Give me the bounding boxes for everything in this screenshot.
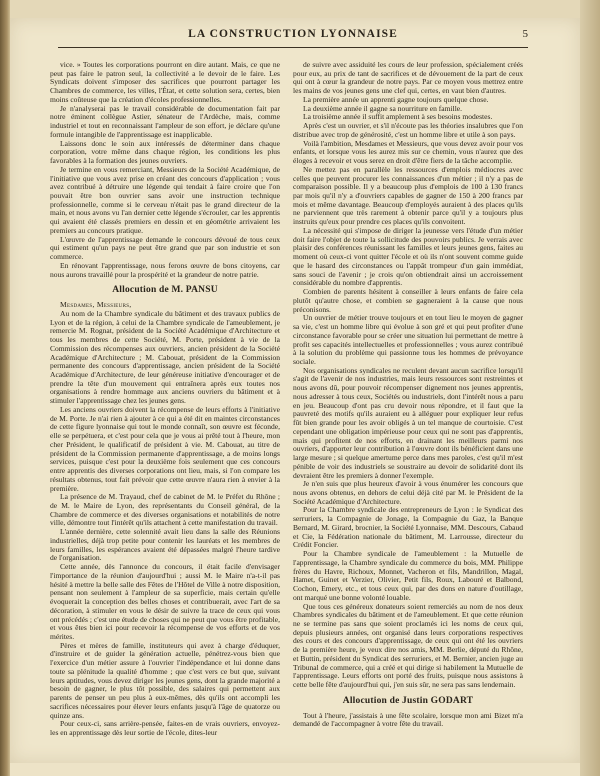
paragraph: La nécessité qui s'impose de diriger la jeunesse vers l'étude d'un métier doit faire l'objet de toute la sollicitude des pouvoirs publics. Je verrais avec plaisir des conférences réunissant les familles et leurs jeunes gens, faites au moment où ceux-ci vont quitter l'école et où ils n'ont souvent comme guide que le hasard des circonstances ou l'appât trompeur d'un gain immédiat, sans souci de l'avenir ; je crois qu'on obtiendrait ainsi un accroissement considérable du nombre d'apprentis. [293, 225, 523, 288]
right-column [293, 61, 523, 761]
paragraph: Après c'est un ouvrier, et s'il n'écoute pas les théories insalubres que l'on distribue avec trop de générosité, c'est un homme libre et utile à son pays. [293, 121, 523, 139]
paragraph: La présence de M. Trayaud, chef de cabinet de M. le Préfet du Rhône ; de M. le Maire de Lyon, des représentants du Conseil général, de la Chambre de commerce et des diverses organisations et notabilités de notre ville, démontre tout l'intérêt qu'ils attachent à cette manifestation du travail. [50, 492, 280, 528]
paragraph: Pour la Chambre syndicale des entrepreneurs de Lyon : le Syndicat des serruriers, la Compagnie de Jonage, la Compagnie du Gaz, la Banque Bernard, M. Girard, brocnier, la Société Lyonnaise, MM. Descours, Cabaud et Cie, la Fédération nationale du bâtiment, M. Larrousse, directeur du Crédit Foncier. [293, 505, 523, 550]
paragraph: La deuxième année il gagne sa nourriture en famille. [303, 103, 463, 113]
paragraph: de suivre avec assiduité les cours de leur profession, spécialement créés pour eux, au prix de tant de sacrifices et de dévouement de la part de ceux qui ont à cœur la grandeur de notre pays. Par ce moyen vous mettrez entre les mains de vos jeunes gens une clef qui, certes, en vaut bien d'autres. [293, 61, 523, 96]
paragraph: L'œuvre de l'apprentissage demande le concours dévoué de tous ceux qui estiment qu'un pays ne peut être grand que par son industrie et son commerce. [50, 234, 280, 262]
paragraph: Voilà l'ambition, Mesdames et Messieurs, que vous devez avoir pour vos enfants, et lorsque vous les aurez mis sur ce chemin, vous n'aurez que des éloges à recevoir et vous serez en droit d'être fiers de la tâche accomplie. [293, 138, 523, 166]
paragraph: La troisième année il suffit amplement à ses besoins modestes. [303, 112, 493, 122]
paragraph: Je n'analyserai pas le travail considérable de documentation fait par notre éminent collègue Astier, sénateur de l'Ardèche, mais, comme industriel et tout en reconnaissant l'ampleur de son effort, je déclare qu'une formule intangible de l'apprentissage est inapplicable. [50, 103, 280, 139]
page-number: 5 [522, 28, 528, 40]
section-heading-godart: Allocution de Justin GODART [342, 695, 474, 706]
paragraph: Combien de parents hésitent à conseiller à leurs enfants de faire cela plutôt qu'autre chose, et combien se gagneraient à la cause que nous préconisons. [293, 287, 523, 314]
header-rule [58, 47, 528, 48]
paragraph: Pour la Chambre syndicale de l'ameublement : la Mutuelle de l'apprentissage, la Chambre syndicale du commerce du bois, MM. Philippe frères du Havre, Richoux, Monnet, Vacheron et fils, Mandrillon, Magal, Hamet, Guinet et Verzier, Olivier, Petit fils, Roux, Labouré et Balbond, Cochon, Emery, etc., et tous ceux qui, par des dons en nature d'outillage, ont marqué une bonne volonté louable. [293, 549, 523, 602]
paragraph: En rénovant l'apprentissage, nous ferons œuvre de bons citoyens, car nous aurons travaillé pour la prospérité et la grandeur de notre patrie. [50, 260, 280, 279]
journal-title: LA CONSTRUCTION LYONNAISE [188, 28, 398, 40]
paragraph: Un ouvrier de métier trouve toujours et en tout lieu le moyen de gagner sa vie, c'est un homme libre qui évolue à son gré et qui peut profiter d'une circonstance favorable pour se créer une situation lui permettant de mettre à profit ses capacités intellectuelles et professionnelles ; vous aurez contribué à la solution du problème qui passionne tous les hommes de prévoyance sociale. [293, 313, 523, 366]
paragraph: Que tous ces généreux donateurs soient remerciés au nom de nos deux Chambres syndicales du bâtiment et de l'ameublement. Et que cette réunion ne se termine pas sans que soient proclamés ici les noms de ceux qui, depuis plusieurs années, ont organisé dans leurs corporations respectives des cours et des concours d'apprentissage, de ceux qui ont été les ouvriers de la première heure, je veux dire nos amis, MM. Berlie, député du Rhône, et Buttin, président du Syndicat des serruriers, et M. Bernier, ancien juge au Tribunal de commerce, qui a créé et qui dirige si habilement la Mutuelle de l'apprentissage. Leurs efforts ont porté des fruits, puisque nous assistons à cette belle fête d'aujourd'hui qui, j'en suis sûr, ne sera pas sans lendemain. [293, 601, 523, 690]
paragraph: Les anciens ouvriers doivent la récompense de leurs efforts à l'initiative de M. Porte. Je n'ai rien à ajouter à ce qui a été dit en maintes circonstances de cette figure lyonnaise qui tout le monde connaît, son œuvre est féconde, elle se perpétuera, et c'est pour cela que je vous ai prêté tout à l'heure, mon cher Président, le qualificatif de président à vie. M. Cabouat, au titre de président de la Commission permanente d'apprentissage, a de moins longs services, puisque c'est pour la deuxième fois seulement que ces concours entre apprentis des diverses corporations ont lieu, mais, si l'on compare les résultats obtenus, tout fait prévoir que cette œuvre n'aura rien à envier à la première. [50, 404, 280, 493]
paragraph: La première année un apprenti gagne toujours quelque chose. [303, 94, 489, 104]
paragraph: L'année dernière, cette solennité avait lieu dans la salle des Réunions industrielles, déjà trop petite pour contenir les lauréats et les membres de leurs familles, les espérances avaient été dépassées malgré l'heure tardive de l'organisation. [50, 527, 280, 563]
paragraph: Je n'en suis que plus heureux d'avoir à vous énumérer les concours que nous avons obtenus, en dehors de celui déjà cité par M. le Président de la Société Académique d'Architecture. [293, 479, 523, 506]
book-spine [0, 0, 10, 776]
section-heading-pansu: Allocution de M. PANSU [112, 285, 218, 296]
running-header [58, 28, 528, 48]
paragraph: Nos organisations syndicales ne reculent devant aucun sacrifice lorsqu'il s'agit de l'avenir de nos industries, mais leurs ressources sont restreintes et nous avons dû, pour pouvoir récompenser dignement nos jeunes apprentis, nous adresser à tous ceux, Sociétés ou industriels, dont l'intérêt nous a paru en jeu. Beaucoup d'ont pas cru devoir nous répondre, et il faut que la pauvreté des motifs qu'ils auraient eu à alléguer pour expliquer leur refus fût bien grande pour les avoir obligés à un tel manque de courtoisie. C'est cependant une obligation impérieuse pour ceux qui ne sont pas d'apprentis, mais qui profitent de nos efforts, en drainant les meilleurs parmi nos ouvriers, d'apporter leur contribution à l'œuvre dont ils bénéficient dans une large mesure ; si quelque amertume perce dans mes paroles, c'est qu'il m'est pénible de voir des industriels se soustraire au devoir de solidarité dont ils devraient être les premiers à donner l'exemple. [293, 365, 523, 480]
paragraph: vice. » Toutes les corporations pourront en dire autant. Mais, ce que ne peut pas faire le patron seul, la collectivité a le devoir de le faire. Les Syndicats doivent s'imposer des sacrifices que pourront partager les Chambres de commerce, les villes, l'État, et cette solution sera, certes, bien moins coûteuse que la création d'écoles professionnelles. [50, 61, 280, 104]
paragraph: Pères et mères de famille, instituteurs qui avez à charge d'éduquer, d'instruire et de guider la génération actuelle, pénétrez-vous bien que l'exercice d'un métier assure à l'ouvrier l'indépendance et lui donne dans toute sa plénitude la qualité d'homme ; que c'est vers ce but que, suivant leurs aptitudes, vous devez diriger les jeunes gens, dont la grande majorité a besoin de gagner, le plus tôt possible, des salaires qui permettent aux parents de penser un peu plus à eux-mêmes, dès qu'ils ont accompli les sacrifices nécessaires pour élever leurs enfants jusqu'à l'âge de quatorze ou quinze ans. [50, 640, 280, 720]
page-top-band [10, 0, 580, 18]
paragraph: Laissons donc le soin aux intéressés de déterminer dans chaque corporation, votre même dans chaque région, les conditions les plus favorables à la formation des jeunes ouvriers. [50, 138, 280, 166]
left-column [50, 61, 280, 761]
page-edge [580, 0, 600, 776]
paragraph: Pour ceux-ci, sans arrière-pensée, faites-en de vrais ouvriers, envoyez-les en apprentissage dès leur sortie de l'école, dites-leur [50, 719, 280, 738]
paragraph: Ne mettez pas en parallèle les ressources d'emplois médiocres avec celles que peuvent procurer les connaissances d'un métier ; il n'y a pas de comparaison possible. Il y a beaucoup plus d'emplois de 100 à 130 francs par mois qu'il n'y a d'ouvriers capables de gagner de 150 à 200 francs par mois et même davantage. Beaucoup d'employés auraient à des places qu'ils ne parviennent que très rarement à obtenir parce qu'il y a toujours plus instruits qu'eux pour prendre ces places qu'ils convoitent. [293, 164, 523, 227]
salutation: Mesdames, Messieurs, [60, 300, 132, 310]
paragraph: Au nom de la Chambre syndicale du bâtiment et des travaux publics de Lyon et de la région, à celui de la Chambre syndicale de l'ameublement, je remercie M. Rognat, président de la Société Académique d'Architecture et tous les membres de cette Société, M. Porte, président à vie de la Commission des récompenses aux ouvriers, ancien président de la Société Académique d'Architecture ; M. Cabouat, président de la Commission permanente des concours d'apprentissage, ancien président de la Société Académique d'Architecture, de leur généreuse initiative d'encourager et de prendre la tête d'un mouvement qui entraînera après eux toutes nos organisations à rendre hommage aux anciens ouvriers du bâtiment et à stimuler l'apprentissage chez les jeunes gens. [50, 308, 280, 406]
paragraph: Cette année, dès l'annonce du concours, il était facile d'envisager l'importance de la réunion d'aujourd'hui ; aussi M. le Maire n'a-t-il pas hésité à mettre la belle salle des Fêtes de l'Hôtel de Ville à notre disposition, pensant non seulement à l'ampleur de sa superficie, mais certain qu'elle évoquerait la conception des belles choses et contribuerait, avec l'art de sa décoration, à stimuler en vous le désir de suivre la trace de ceux qui vous ont précédés ; c'est une étude de choses qui ne peut que vous être profitable, et vous êtes bien ici pour recevoir la récompense de vos efforts et de vos mérites. [50, 562, 280, 641]
paragraph: Je termine en vous remerciant, Messieurs de la Société Académique, de l'initiative que vous avez prise en créant des concours d'application ; vous avez contribué à détruire une légende qui tendait à faire croire que l'on pouvait être bon ouvrier sans avoir une instruction technique professionnelle, comme si le cerveau n'était pas le grand directeur de la main, et nous avons vu l'an dernier cette légende s'écrouler, car les apprentis qui avaient été classés premiers en dessin et en géométrie arrivaient les premiers au concours pratique. [50, 164, 280, 235]
paragraph: Tout à l'heure, j'assistais à une fête scolaire, lorsque mon ami Bizet m'a demandé de l'accompagner à votre fête du travail. [293, 710, 523, 729]
